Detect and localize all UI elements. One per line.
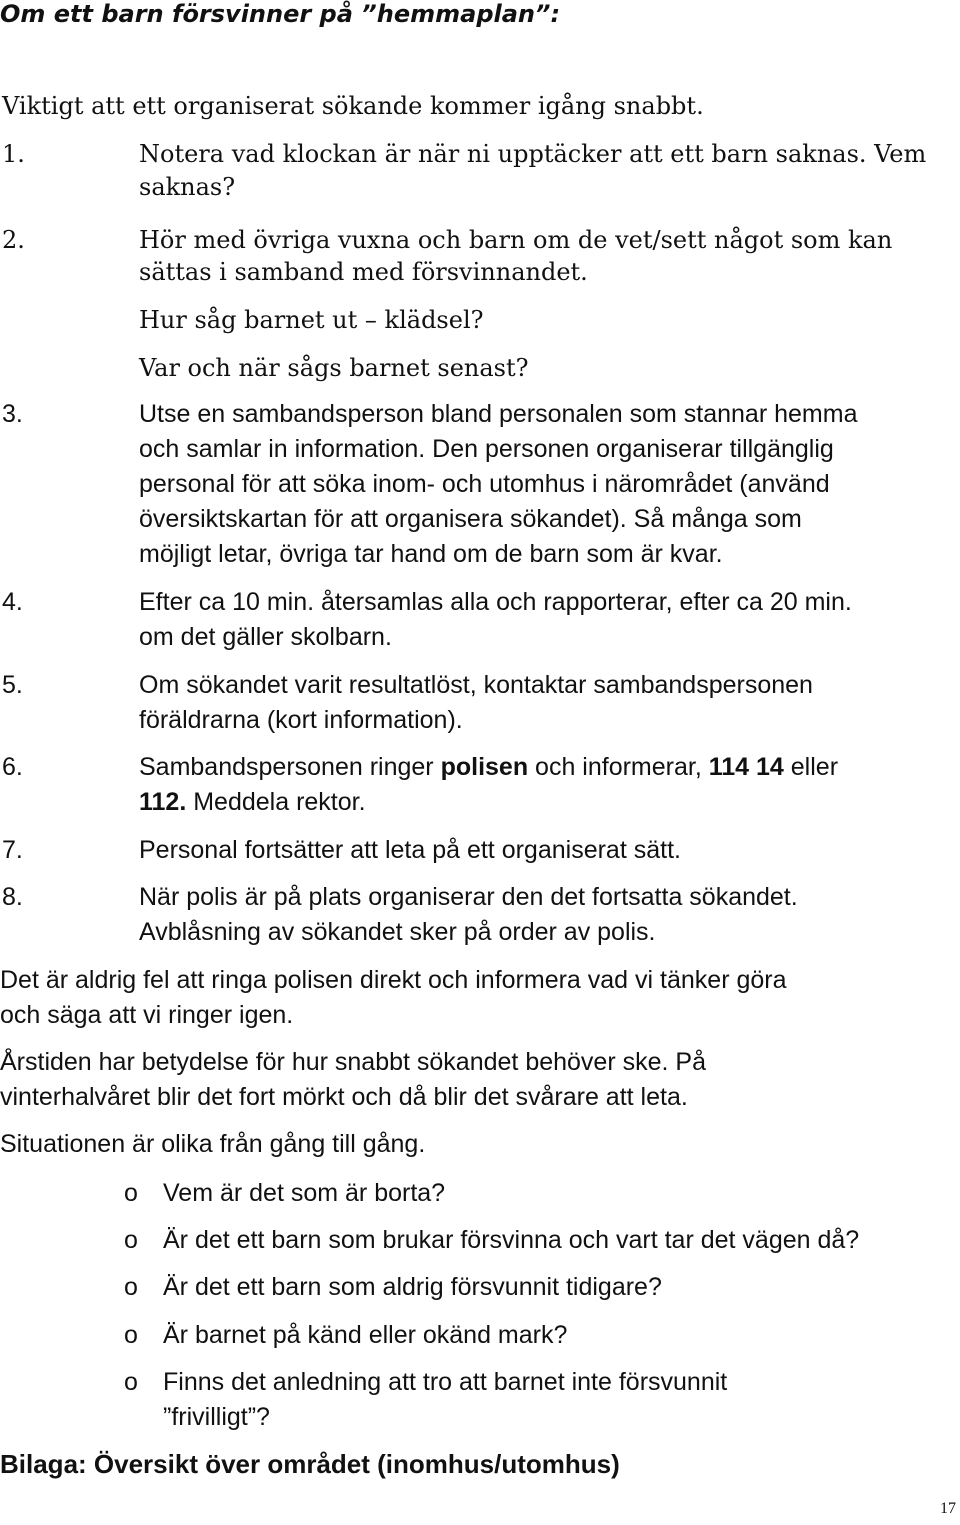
bullet-text: Är det ett barn som brukar försvinna och vart tar det vägen då? <box>163 1226 860 1254</box>
step-text-part: Sambandspersonen ringer <box>139 753 441 781</box>
step-number: 5. <box>2 671 23 699</box>
page-number: 17 <box>940 1500 956 1517</box>
step-number: 8. <box>2 883 23 911</box>
step-text: Hör med övriga vuxna och barn om de vet/sett något som kan <box>139 226 893 254</box>
page-title: Om ett barn försvinner på ”hemmaplan”: <box>0 0 561 28</box>
bullet-text: Vem är det som är borta? <box>163 1179 446 1207</box>
step-text-part: och informerar, <box>528 753 709 781</box>
step-text: Avblåsning av sökandet sker på order av polis. <box>139 918 656 946</box>
step-text-part: eller <box>783 753 839 781</box>
bullet-marker: o <box>124 1321 138 1349</box>
step-text-part: Meddela rektor. <box>186 788 366 816</box>
step-text: Personal fortsätter att leta på ett organiserat sätt. <box>139 836 681 864</box>
paragraph-text: Det är aldrig fel att ringa polisen direkt och informera vad vi tänker göra <box>0 966 787 994</box>
bullet-text: ”frivilligt”? <box>163 1403 270 1431</box>
bullet-marker: o <box>124 1226 138 1254</box>
paragraph-text: Situationen är olika från gång till gång. <box>0 1130 426 1158</box>
step-text <box>139 753 838 782</box>
step-number: 4. <box>2 588 23 616</box>
step-number: 6. <box>2 753 23 781</box>
appendix-heading: Bilaga: Översikt över området (inomhus/utomhus) <box>0 1449 620 1479</box>
step-text: Om sökandet varit resultatlöst, kontaktar sambandspersonen <box>139 671 813 699</box>
paragraph-text: vinterhalvåret blir det fort mörkt och då blir det svårare att leta. <box>0 1083 688 1111</box>
phone-number: 114 14 <box>708 753 784 781</box>
step-number: 3. <box>2 400 23 428</box>
emergency-number: 112. <box>139 788 187 816</box>
step-text: föräldrarna (kort information). <box>139 706 463 734</box>
step-text: sättas i samband med försvinnandet. <box>139 258 588 286</box>
step-text: översiktskartan för att organisera sökandet). Så många som <box>139 505 802 533</box>
step-text: Utse en sambandsperson bland personalen som stannar hemma <box>139 400 858 428</box>
bullet-marker: o <box>124 1273 138 1301</box>
step-number: 1. <box>2 140 25 168</box>
paragraph-text: Årstiden har betydelse för hur snabbt sökandet behöver ske. På <box>0 1048 706 1076</box>
step-text: saknas? <box>139 173 236 201</box>
step-number: 2. <box>2 226 25 254</box>
police-emphasis: polisen <box>440 753 529 781</box>
step-number: 7. <box>2 836 23 864</box>
step-text: och samlar in information. Den personen organiserar tillgänglig <box>139 435 834 463</box>
step-text: om det gäller skolbarn. <box>139 623 392 651</box>
step-text: Notera vad klockan är när ni upptäcker att ett barn saknas. Vem <box>139 140 927 168</box>
bullet-text: Är det ett barn som aldrig försvunnit tidigare? <box>163 1273 662 1301</box>
step-text <box>139 788 366 817</box>
bullet-text: Är barnet på känd eller okänd mark? <box>163 1321 568 1349</box>
paragraph-text: och säga att vi ringer igen. <box>0 1001 294 1029</box>
bullet-marker: o <box>124 1368 138 1396</box>
bullet-marker: o <box>124 1179 138 1207</box>
bullet-text: Finns det anledning att tro att barnet inte försvunnit <box>163 1368 728 1396</box>
step-text: möjligt letar, övriga tar hand om de barn som är kvar. <box>139 540 723 568</box>
step-text: När polis är på plats organiserar den det fortsatta sökandet. <box>139 883 798 911</box>
step-subitem: Hur såg barnet ut – klädsel? <box>139 306 484 334</box>
step-subitem: Var och när sågs barnet senast? <box>139 354 529 382</box>
step-text: personal för att söka inom- och utomhus i närområdet (använd <box>139 470 830 498</box>
step-text: Efter ca 10 min. återsamlas alla och rapporterar, efter ca 20 min. <box>139 588 852 616</box>
intro-text: Viktigt att ett organiserat sökande kommer igång snabbt. <box>2 92 704 120</box>
